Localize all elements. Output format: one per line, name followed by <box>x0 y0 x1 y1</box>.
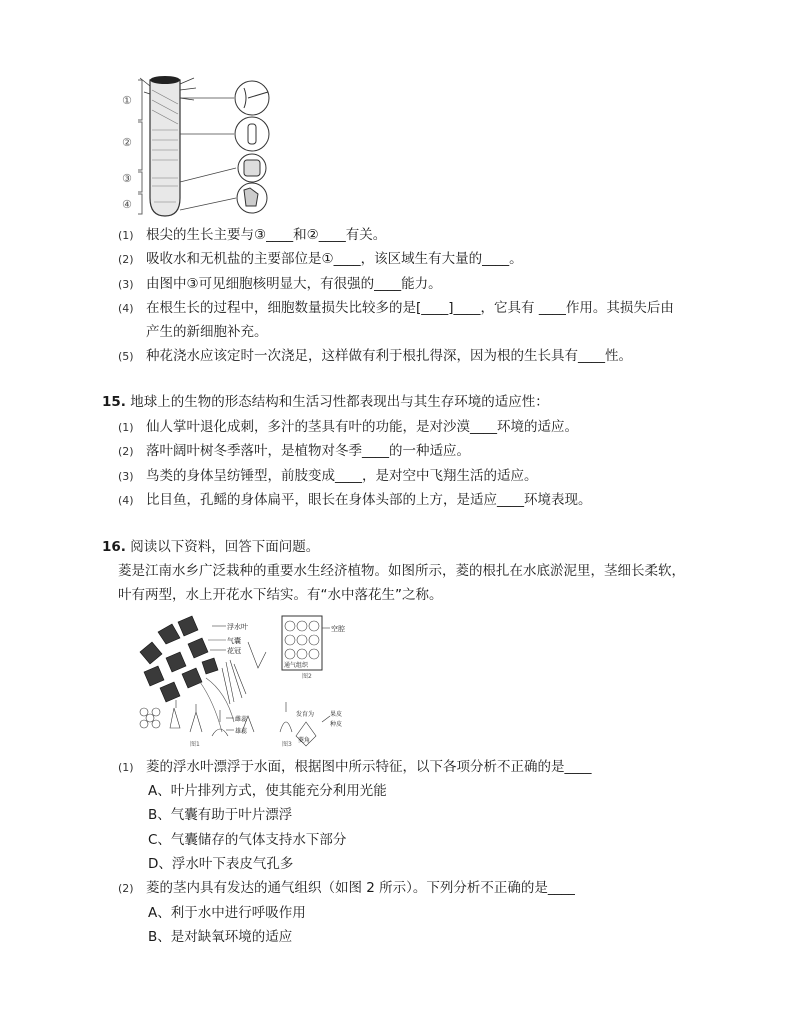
q16-sub2-option-a: A、利于水中进行呼吸作用 <box>148 905 306 921</box>
item-number: (1) <box>118 761 134 774</box>
item-number: (3) <box>118 278 134 291</box>
q16-sub2-option-b: B、是对缺氧环境的适应 <box>148 929 293 945</box>
label-air-space: 空腔 <box>331 625 345 633</box>
item-number: (2) <box>118 445 134 458</box>
q16-passage-line-1: 菱是江南水乡广泛栽种的重要水生经济植物。如图所示，菱的根扎在水底淤泥里，茎细长柔软， <box>118 563 685 579</box>
q14-item-4-continued <box>146 323 268 341</box>
label-float-leaf: 浮水叶 <box>227 623 248 631</box>
q14-item-4 <box>118 299 674 318</box>
item-number: (1) <box>118 229 134 242</box>
item-text: 鸟类的身体呈纺锤型，前肢变成____，是对空中飞翔生活的适应。 <box>146 468 538 484</box>
label-develop: 发育为 <box>296 711 315 718</box>
q16-stem <box>102 538 319 556</box>
label-pericarp: 果皮 <box>330 711 343 718</box>
q16-sub2 <box>118 879 575 898</box>
root-tip-illustration <box>118 70 288 220</box>
label-stamen: 雄蕊 <box>235 728 248 735</box>
item-text: 由图中③可见细胞核明显大，有很强的____能力。 <box>146 276 442 292</box>
question-number: 16. <box>102 539 126 555</box>
label-figure-2: 图2 <box>302 673 312 680</box>
item-number: (4) <box>118 302 134 315</box>
water-caltrop-illustration <box>130 612 360 750</box>
item-text: 菱的茎内具有发达的通气组织（如图 2 所示）。下列分析不正确的是____ <box>146 880 575 896</box>
item-text: 种花浇水应该定时一次浇足，这样做有利于根扎得深，因为根的生长具有____性。 <box>146 348 632 364</box>
q14-item-5 <box>118 347 632 366</box>
item-text: 根尖的生长主要与③____和②____有关。 <box>146 227 387 243</box>
label-figure-1: 图1 <box>190 741 200 748</box>
q16-sub1-option-a: A、叶片排列方式，使其能充分利用光能 <box>148 783 387 799</box>
q14-item-3 <box>118 275 442 294</box>
label-flower: 花冠 <box>227 647 241 655</box>
q16-sub1 <box>118 758 592 777</box>
q16-sub1-option-b: B、气囊有助于叶片漂浮 <box>148 807 293 823</box>
label-air-sac: 气囊 <box>227 637 241 645</box>
label-figure-3: 图3 <box>282 741 292 748</box>
question-number: 15. <box>102 394 126 410</box>
item-text: 仙人掌叶退化成刺，多汁的茎具有叶的功能，是对沙漠____环境的适应。 <box>146 419 578 435</box>
water-caltrop-figure <box>130 612 360 750</box>
item-text: 产生的新细胞补充。 <box>146 324 268 340</box>
zone-label-2: ② <box>122 136 132 149</box>
item-number: (3) <box>118 470 134 483</box>
item-number: (5) <box>118 350 134 363</box>
q16-sub1-option-d: D、浮水叶下表皮气孔多 <box>148 856 294 872</box>
q14-item-1 <box>118 226 386 245</box>
label-aerenchyma: 通气组织 <box>284 662 309 669</box>
zone-label-4: ④ <box>122 198 132 211</box>
zone-label-1: ① <box>122 94 132 107</box>
label-seed: 种皮 <box>330 721 343 728</box>
zone-label-3: ③ <box>122 172 132 185</box>
q15-stem <box>102 393 549 411</box>
label-ling: 菱角 <box>298 737 311 744</box>
q14-item-2 <box>118 250 523 269</box>
q16-sub1-option-c: C、气囊储存的气体支持水下部分 <box>148 832 347 848</box>
question-text: 地球上的生物的形态结构和生活习性都表现出与其生存环境的适应性： <box>130 394 549 410</box>
label-pistil: 雌蕊 <box>235 716 248 723</box>
q15-item-1 <box>118 418 578 437</box>
q15-item-4 <box>118 491 592 510</box>
item-text: 在根生长的过程中，细胞数量损失比较多的是[____]____，它具有 ____作用。其损失后由 <box>146 300 674 316</box>
item-text: 落叶阔叶树冬季落叶，是植物对冬季____的一种适应。 <box>146 443 470 459</box>
item-number: (1) <box>118 421 134 434</box>
q15-item-2 <box>118 442 470 461</box>
root-tip-figure <box>118 70 288 220</box>
question-text: 阅读以下资料，回答下面问题。 <box>130 539 320 555</box>
item-text: 吸收水和无机盐的主要部位是①____，该区域生有大量的____。 <box>146 251 523 267</box>
item-number: (2) <box>118 882 134 895</box>
q15-item-3 <box>118 467 538 486</box>
item-text: 比目鱼，孔鳐的身体扁平，眼长在身体头部的上方，是适应____环境表现。 <box>146 492 592 508</box>
q16-passage-line-2: 叶有两型，水上开花水下结实。有“水中落花生”之称。 <box>118 587 443 603</box>
item-number: (4) <box>118 494 134 507</box>
item-number: (2) <box>118 253 134 266</box>
item-text: 菱的浮水叶漂浮于水面，根据图中所示特征，以下各项分析不正确的是____ <box>146 759 592 775</box>
